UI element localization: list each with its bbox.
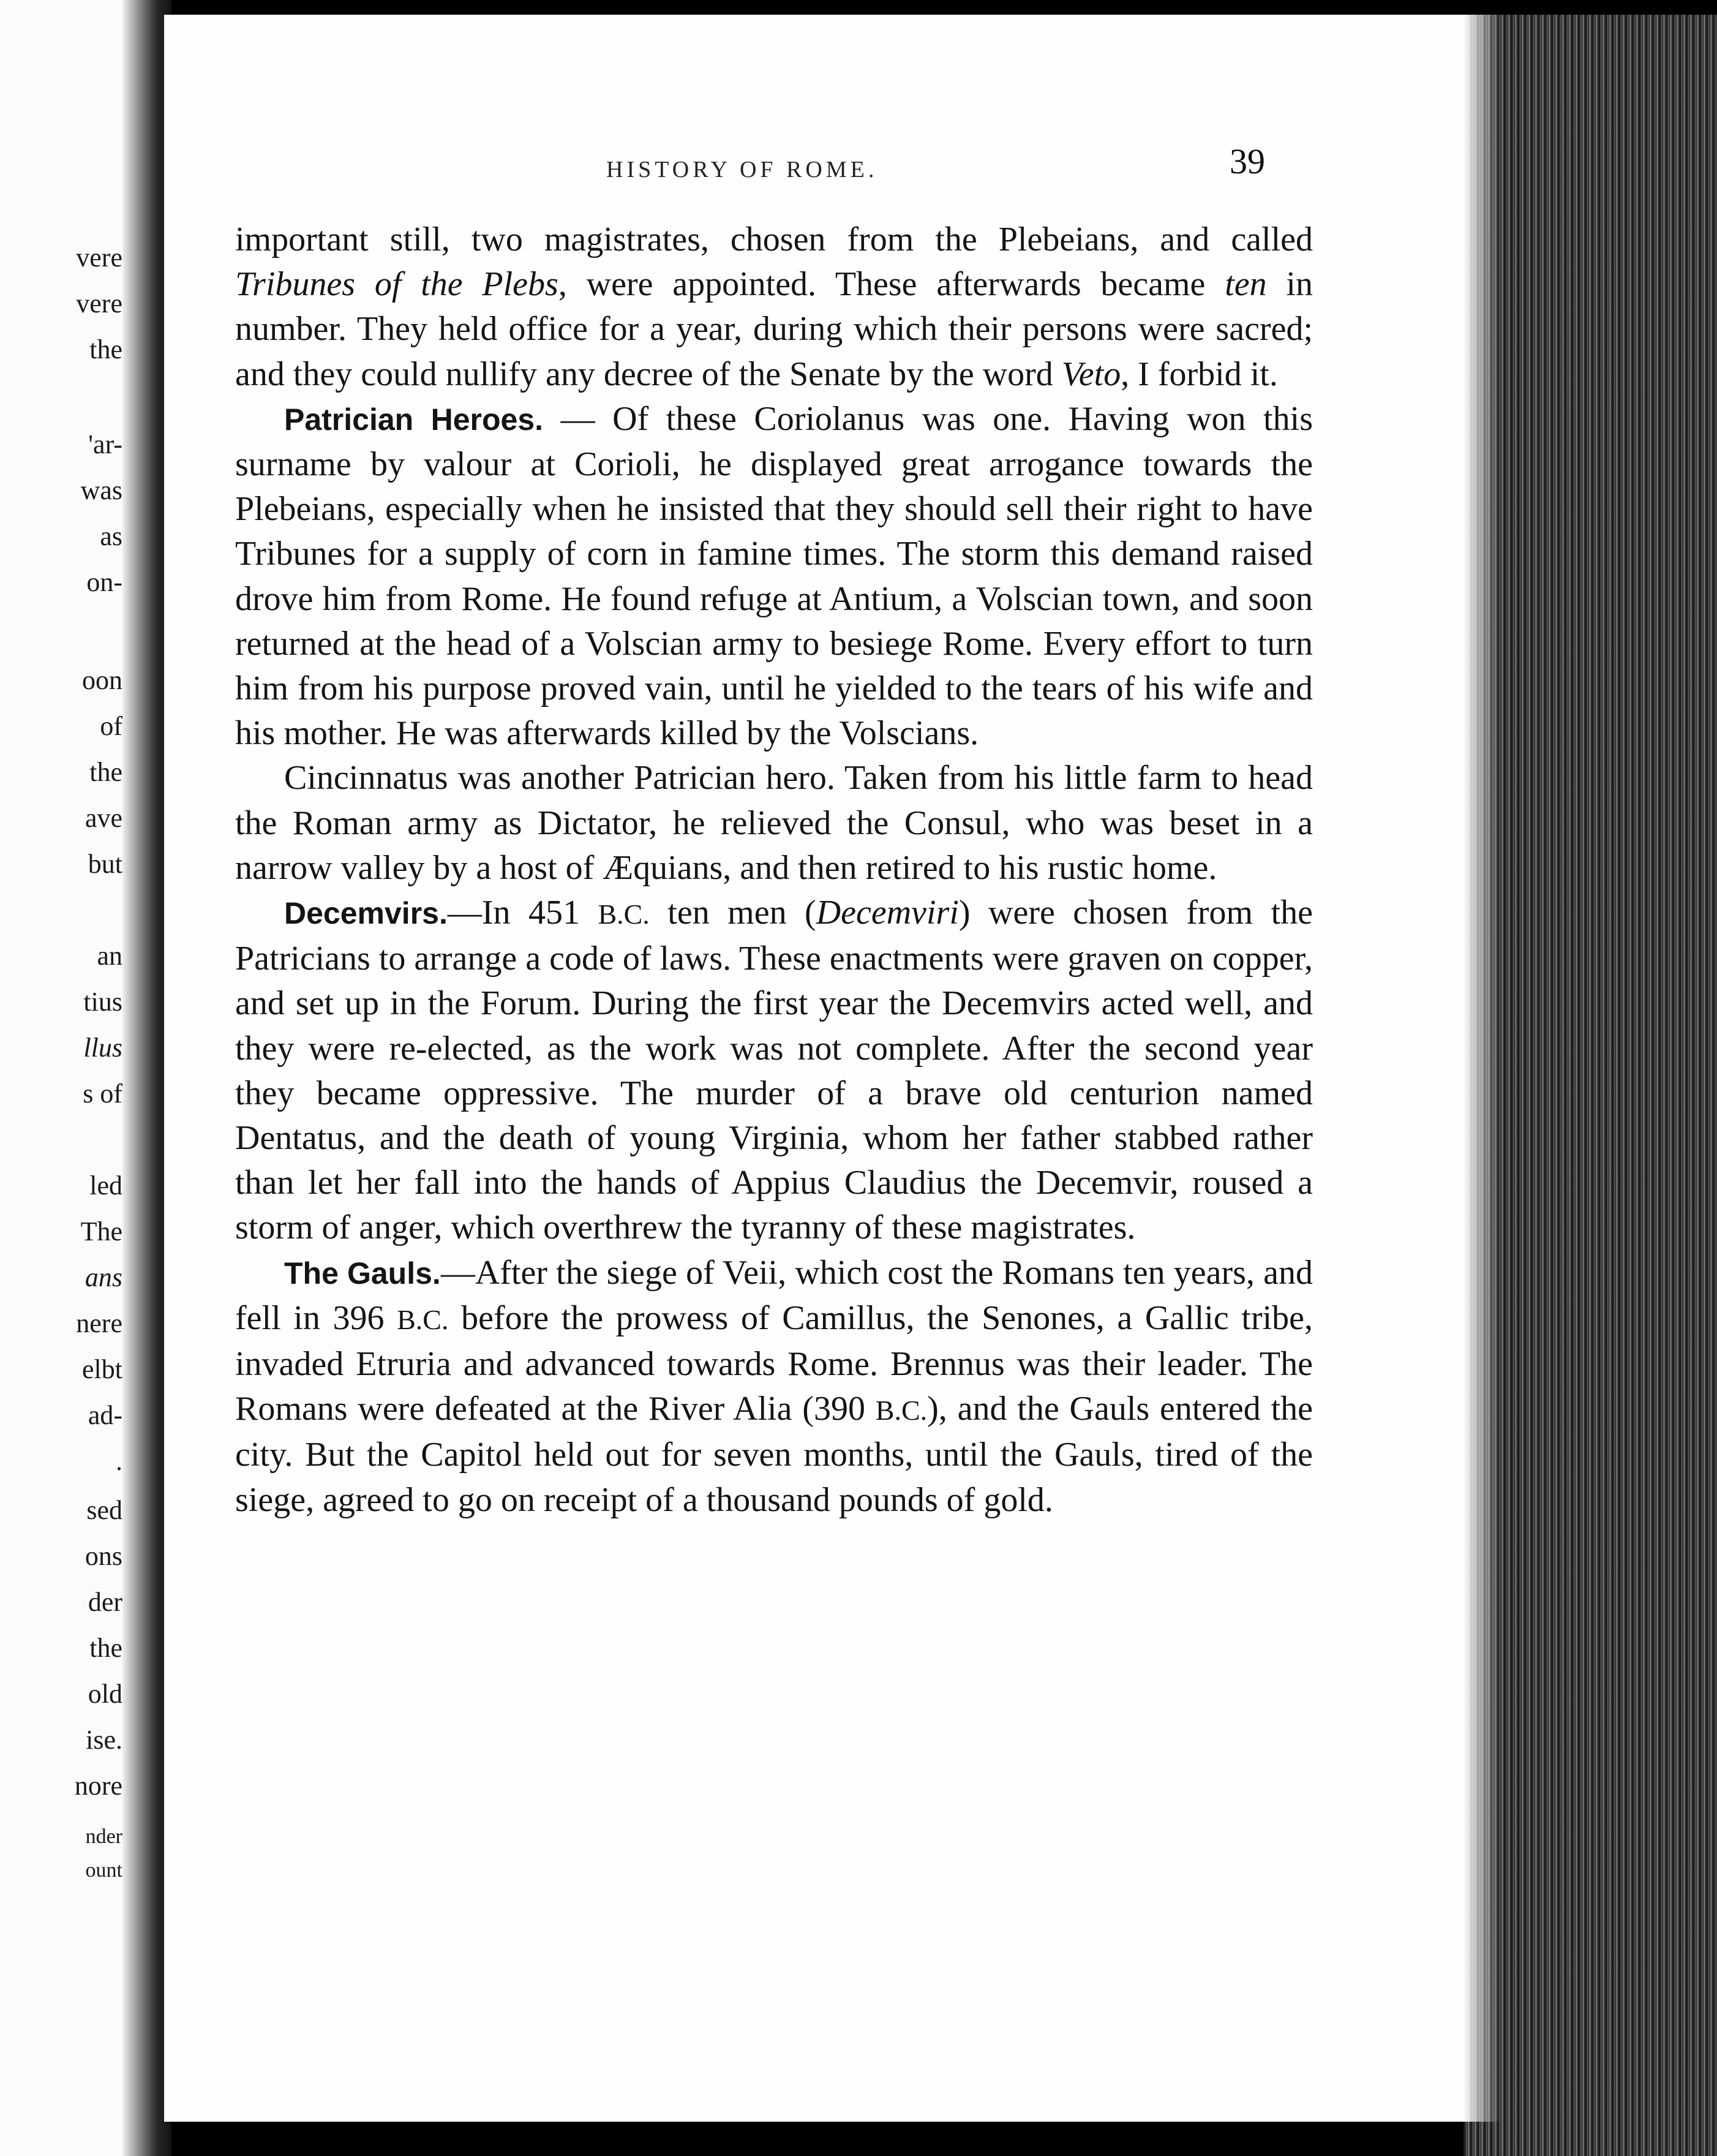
left-page-text-fragments — [0, 0, 122, 2156]
page-body — [235, 217, 1313, 1523]
left-page-fragment: old — [88, 1679, 122, 1709]
text-run: —In 451 — [447, 894, 598, 932]
left-page-fragment: ount — [85, 1859, 122, 1882]
left-page-fragment: s of — [83, 1079, 122, 1109]
left-page-fragment: llus — [83, 1033, 122, 1063]
left-page-fragment: vere — [76, 288, 122, 318]
section-heading: Patrician Heroes. — [284, 402, 544, 437]
left-page-fragment: tius — [83, 987, 122, 1017]
left-page-fragment: sed — [86, 1495, 122, 1525]
italic-term: Decemviri — [816, 894, 959, 932]
page-edge-stack — [1463, 15, 1717, 2156]
left-page-fragment: led — [89, 1170, 122, 1200]
italic-term: ten — [1225, 265, 1267, 304]
left-page-fragment: nere — [76, 1308, 122, 1338]
left-page-fragment: the — [89, 757, 122, 787]
text-run: Cincinnatus was another Patrician hero. Taken from his little farm to head the Roman army as Dictator, he relieved the Consul, who was beset in a narrow valley by a host of Æquians, and then retired to his rustic home. — [235, 759, 1313, 887]
left-page-fragment: oon — [82, 665, 122, 695]
text-run: — Of these Coriolanus was one. Having won this surname by valour at Corioli, he displayed great arrogance towards the Plebeians, especially when he insisted that they should sell their right to have Tribunes for a supply of corn in famine times. The storm this demand raised drove him from Rome. He found refuge at Antium, a Volscian town, and soon returned at the head of a Volscian army to besiege Rome. Every effort to turn him from his purpose proved vain, until he yielded to the tears of his wife and his mother. He was afterwards killed by the Volscians. — [235, 399, 1313, 753]
text-run: ten men ( — [649, 894, 816, 932]
left-page-fragment: an — [97, 941, 122, 971]
italic-term: Veto — [1061, 355, 1121, 393]
left-page-fragment: was — [80, 475, 122, 505]
left-page-fragment: elbt — [82, 1354, 122, 1384]
paragraph-cincinnatus — [235, 756, 1313, 891]
left-page-fragment: vere — [76, 243, 122, 273]
left-page-fragment: the — [89, 1633, 122, 1663]
left-page-fragment: of — [100, 711, 122, 741]
left-page-fragment: nder — [85, 1825, 122, 1848]
left-page-fragment: as — [100, 521, 122, 551]
era-abbrev: B.C. — [397, 1303, 449, 1335]
text-run: in number. They held office for a year, during which their persons were sacred; and they could nullify any decree of the Senate by the word — [235, 265, 1313, 393]
text-run: before the prowess of Camillus, the Senones, a Gallic tribe, invaded Etruria and advanced towards Rome. Brennus was their leader. The Romans were defeated at the River Alia (390 — [235, 1298, 1313, 1428]
page-edge-shadow — [1463, 15, 1500, 2122]
paragraph-gauls — [235, 1251, 1313, 1523]
left-page-fragment: 'ar- — [88, 429, 122, 459]
paragraph-decemvirs — [235, 891, 1313, 1251]
text-run: —After the siege of Veii, which cost the Romans ten years, and fell in 396 — [235, 1253, 1313, 1337]
left-page-fragment: nore — [74, 1771, 122, 1801]
text-run: important still, two magistrates, chosen from the Plebeians, and called — [235, 221, 1313, 258]
era-abbrev: B.C. — [875, 1395, 928, 1427]
section-heading: The Gauls. — [284, 1256, 441, 1291]
left-page-fragment: the — [89, 334, 122, 364]
left-page-fragment: The — [80, 1216, 122, 1246]
paragraph-tribunes — [235, 217, 1313, 397]
text-run: , were appointed. These afterwards became — [558, 265, 1225, 304]
left-page-fragment: ons — [85, 1541, 122, 1571]
left-page-fragment: ad- — [88, 1400, 122, 1430]
left-page-fragment: ave — [85, 803, 122, 833]
era-abbrev: B.C. — [598, 899, 650, 930]
text-run: ) were chosen from the Patricians to arrange a code of laws. These enactments were graven on copper, and set up in the Forum. During the first year the Decemvirs acted well, and they were re-elected, as the work was not complete. After the second year they became oppressive. The murder of a brave old centurion named Dentatus, and the death of young Virginia, whom her father stabbed rather than let her fall into the hands of Appius Claudius the Decemvir, roused a storm of anger, which overthrew the tyranny of these magistrates. — [235, 894, 1313, 1247]
left-page-fragment: ans — [85, 1262, 122, 1292]
left-page-fragment: on- — [86, 567, 122, 597]
section-heading: Decemvirs. — [284, 896, 448, 931]
left-page-fragment: . — [116, 1446, 122, 1476]
left-page-fragment: der — [88, 1587, 122, 1617]
page-number: 39 — [1230, 141, 1265, 181]
text-run: , I forbid it. — [1121, 355, 1278, 393]
text-run: ), and the Gauls entered the city. But the Capitol held out for seven months, until the Gauls, tired of the siege, agreed to go on receipt of a thousand pounds of gold. — [235, 1390, 1313, 1519]
running-head: HISTORY OF ROME. — [606, 157, 878, 183]
left-page-fragment: but — [88, 849, 122, 879]
paragraph-patrician-heroes — [235, 397, 1313, 756]
italic-term: Tribunes of the Plebs — [235, 265, 558, 304]
left-page-fragment: ise. — [86, 1725, 122, 1755]
